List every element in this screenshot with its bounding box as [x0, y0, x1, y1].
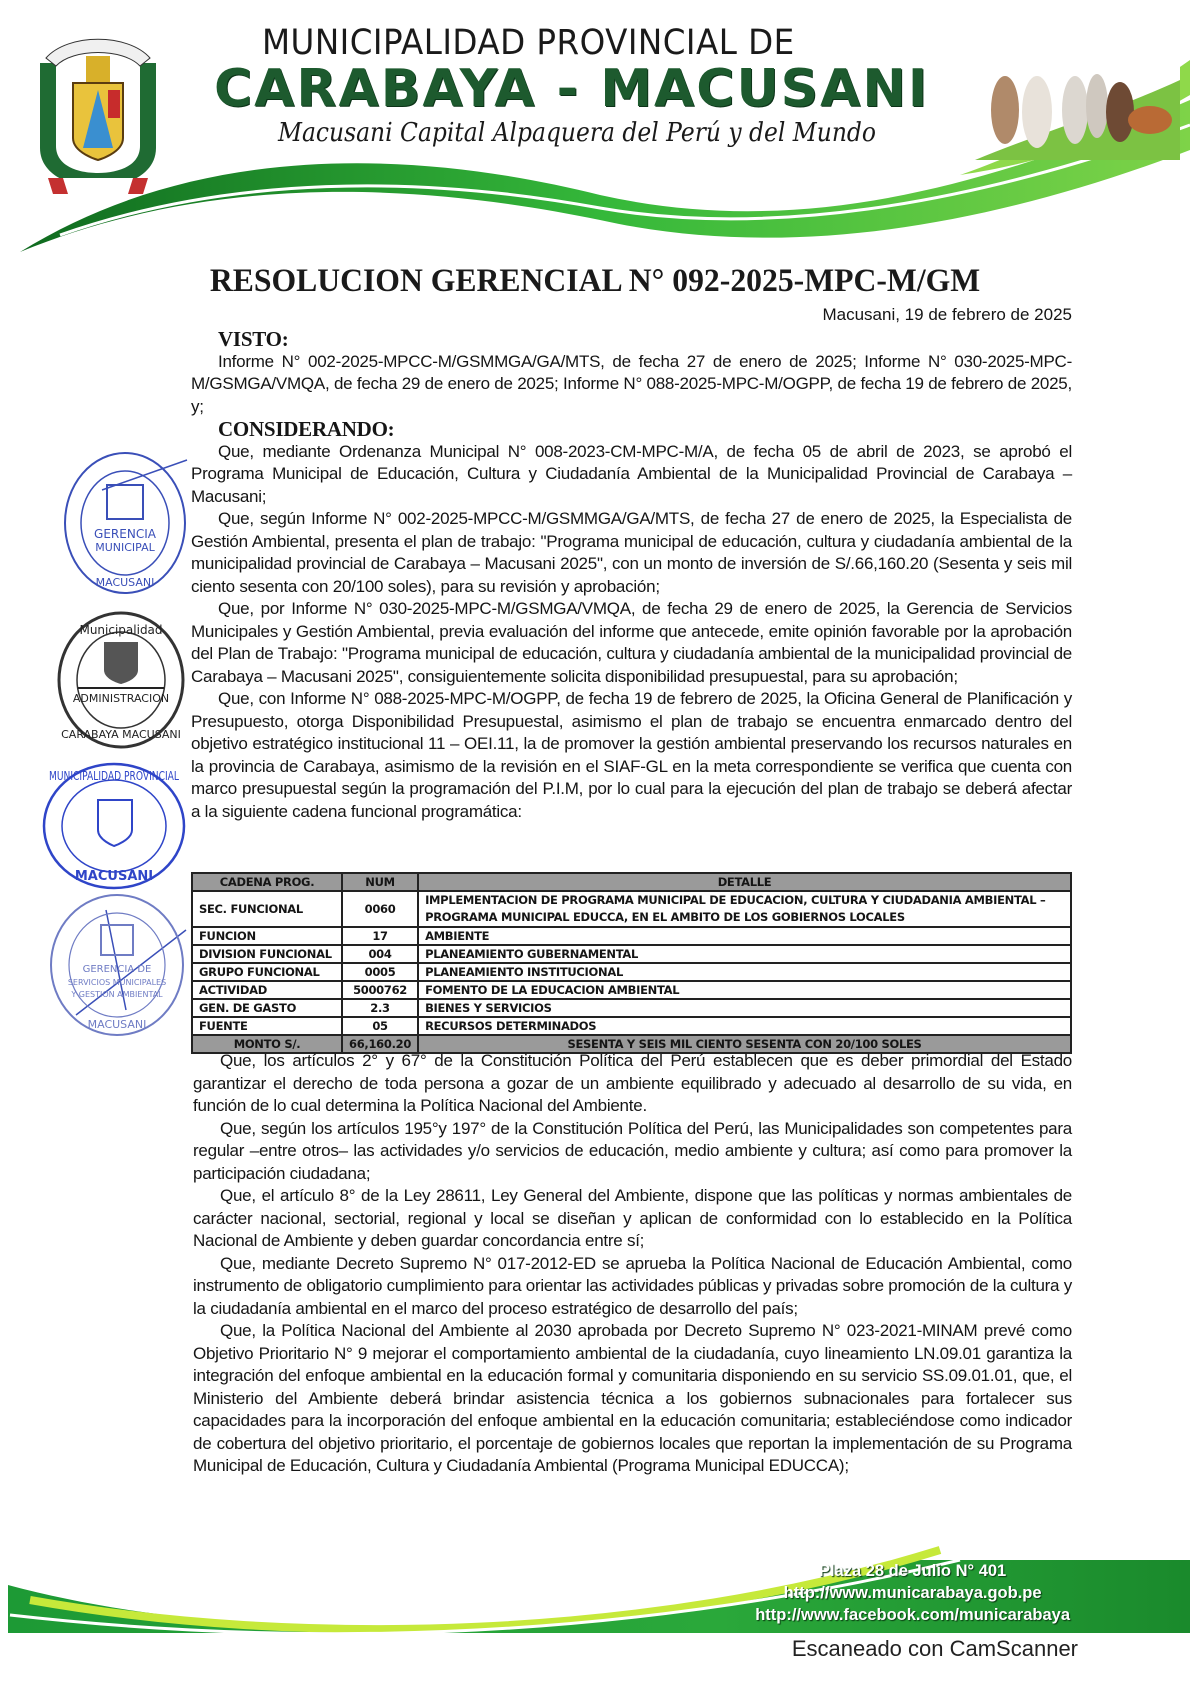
svg-text:MACUSANI: MACUSANI	[87, 1018, 147, 1031]
svg-text:Municipalidad: Municipalidad	[79, 623, 163, 637]
table-cell: IMPLEMENTACION DE PROGRAMA MUNICIPAL DE EDUCACION, CULTURA Y CIUDADANIA AMBIENTAL – PROGRAMA MUNICIPAL EDUCCA, EN EL AMBITO DE LOS GOBIERNOS LOCALES	[418, 891, 1071, 927]
stamp-gsmga	[46, 890, 188, 1040]
svg-text:MUNICIPALIDAD PROVINCIAL: MUNICIPALIDAD PROVINCIAL	[49, 769, 180, 783]
table-row	[192, 891, 1071, 927]
footer-website-link[interactable]: http://www.municarabaya.gob.pe	[783, 1584, 1042, 1602]
total-label: MONTO S/.	[192, 1035, 342, 1053]
table-cell: BIENES Y SERVICIOS	[418, 999, 1071, 1017]
svg-text:GERENCIA: GERENCIA	[94, 527, 156, 541]
table-cell: 5000762	[342, 981, 418, 999]
document-body-bottom	[193, 1050, 1072, 1478]
resolution-title: RESOLUCION GERENCIAL N° 092-2025-MPC-M/GM	[209, 263, 981, 299]
table-row	[192, 981, 1071, 999]
header-line2: CARABAYA - MACUSANI	[214, 59, 930, 119]
paragraph: Que, según los artículos 195°y 197° de la Constitución Política del Perú, las Municipalidades son competentes para regular –entre otros– las actividades y/o servicios de educación, medio ambiente y cultura; así como para promover la participación ciudadana;	[193, 1118, 1072, 1183]
table-row	[192, 927, 1071, 945]
total-amount: 66,160.20	[342, 1035, 418, 1053]
paragraph: Que, la Política Nacional del Ambiente al 2030 aprobada por Decreto Supremo N° 023-2021-MINAM prevé como Objetivo Prioritario N° 9 mejorar el comportamiento ambiental de la ciudadanía, cuyo lineamiento LN.09.01 garantiza la integración del enfoque ambiental en la educación formal y comunitaria disponiendo en su servicio SS.09.01.01, que, el Ministerio del Ambiente deberá brindar asistencia técnica a los gobiernos subnacionales para fortalecer sus capacidades para la incorporación del enfoque ambiental en la educación comunitaria; estableciéndose como indicador de cobertura del objetivo prioritario, el porcentaje de gobiernos locales que reportan la implementación de su Programa Municipal de Educación, Cultura y Ciudadanía Ambiental (Programa Municipal EDUCCA);	[193, 1321, 1072, 1475]
table-row	[192, 1017, 1071, 1035]
paragraph: Que, por Informe N° 030-2025-MPC-M/GSMGA/VMQA, de fecha 29 de enero de 2025, la Gerencia de Servicios Municipales y Gestión Ambiental, previa evaluación del informe que antecede, emite opinión favorable por la aprobación del Plan de Trabajo: "Programa municipal de educación, cultura y ciudadanía ambiental de la municipalidad provincial de Carabaya – Macusani 2025", consiguientemente solicita disponibilidad presupuestal, para su aprobación;	[191, 599, 1072, 686]
svg-text:ADMINISTRACION: ADMINISTRACION	[72, 692, 170, 705]
footer-address: Plaza 28 de Julio N° 401	[818, 1562, 1007, 1580]
paragraph: Que, según Informe N° 002-2025-MPCC-M/GSMMGA/GA/MTS, de fecha 27 de enero de 2025, la Especialista de Gestión Ambiental, presenta el plan de trabajo: "Programa municipal de educación, cultura y ciudadanía ambiental de la municipalidad provincial de Carabaya – Macusani 2025", con un monto de inversión de S/.66,160.20 (Sesenta y seis mil ciento sesenta con 20/100 soles), para su revisión y aprobación;	[191, 509, 1072, 596]
table-cell: PLANEAMIENTO INSTITUCIONAL	[418, 963, 1071, 981]
scanner-watermark: Escaneado con CamScanner	[791, 1636, 1078, 1661]
column-header: NUM	[342, 873, 418, 891]
table-cell: 004	[342, 945, 418, 963]
table-cell: GRUPO FUNCIONAL	[192, 963, 342, 981]
visto-text: Informe N° 002-2025-MPCC-M/GSMMGA/GA/MTS, de fecha 27 de enero de 2025; Informe N° 030-2025-MPC-M/GSMGA/VMQA, de fecha 29 de enero de 2025; Informe N° 088-2025-MPC-M/OGPP, de fecha 19 de febrero de 2025, y;	[191, 351, 1072, 416]
svg-text:MACUSANI: MACUSANI	[95, 576, 155, 589]
table-cell: FOMENTO DE LA EDUCACION AMBIENTAL	[418, 981, 1071, 999]
svg-text:MUNICIPAL: MUNICIPAL	[95, 541, 155, 554]
table-cell: 05	[342, 1017, 418, 1035]
table-cell: 17	[342, 927, 418, 945]
footer-facebook-link[interactable]: http://www.facebook.com/municarabaya	[755, 1606, 1070, 1624]
table-cell: DIVISION FUNCIONAL	[192, 945, 342, 963]
paragraph: Que, mediante Decreto Supremo N° 017-2012-ED se aprueba la Política Nacional de Educación Ambiental, como instrumento de obligatorio cumplimiento para orientar las actividades públicas y privadas sobre promoción de la cultura y la ciudadanía ambiental en el marco del proceso estratégico de desarrollo del país;	[193, 1253, 1072, 1318]
considerando-heading: CONSIDERANDO:	[218, 417, 395, 441]
document-body-top	[191, 328, 1072, 823]
visto-heading: VISTO:	[218, 327, 289, 351]
footer-contact	[755, 1560, 1070, 1626]
table-cell: PLANEAMIENTO GUBERNAMENTAL	[418, 945, 1071, 963]
svg-text:GERENCIA DE: GERENCIA DE	[82, 964, 152, 975]
table-cell: 0060	[342, 891, 418, 927]
table-cell: GEN. DE GASTO	[192, 999, 342, 1017]
table-cell: AMBIENTE	[418, 927, 1071, 945]
svg-text:Y GESTION AMBIENTAL: Y GESTION AMBIENTAL	[71, 990, 163, 999]
table-cell: RECURSOS DETERMINADOS	[418, 1017, 1071, 1035]
table-row	[192, 999, 1071, 1017]
table-cell: SEC. FUNCIONAL	[192, 891, 342, 927]
stamp-administracion	[56, 610, 186, 750]
stamp-gerencia-municipal	[62, 450, 188, 596]
header-slogan: Macusani Capital Alpaquera del Perú y del Mundo	[278, 118, 876, 148]
alpacas-image	[975, 40, 1180, 160]
column-header: DETALLE	[418, 873, 1071, 891]
paragraph: Que, los artículos 2° y 67° de la Constitución Política del Perú establecen que es deber primordial del Estado garantizar el derecho de toda persona a gozar de un ambiente equilibrado y adecuado al desarrollo de su vida, en función de lo cual determina la Política Nacional del Ambiente.	[193, 1051, 1072, 1115]
svg-text:MACUSANI: MACUSANI	[74, 869, 154, 884]
cadena-funcional-table	[191, 872, 1072, 1054]
table-cell: 0005	[342, 963, 418, 981]
svg-text:SERVICIOS MUNICIPALES: SERVICIOS MUNICIPALES	[67, 978, 167, 987]
svg-text:CARABAYA MACUSANI: CARABAYA MACUSANI	[61, 728, 181, 741]
table-row	[192, 963, 1071, 981]
paragraph: Que, con Informe N° 088-2025-MPC-M/OGPP, de fecha 19 de febrero de 2025, la Oficina General de Planificación y Presupuesto, otorga Disponibilidad Presupuestal, asimismo el plan de trabajo se encuentra enmarcado dentro del objetivo estratégico institucional 11 – OEI.11, la de promover la gestión ambiental preservando los recursos naturales en la provincia de Carabaya, asimismo de la revisión en el SIAF-GL en la meta correspondiente se verifica que cuenta con marco presupuestal según la programación del P.I.M, por lo cual para la ejecución del plan de trabajo se deberá afectar a la siguiente cadena funcional programática:	[191, 689, 1072, 821]
resolution-date: Macusani, 19 de febrero de 2025	[822, 305, 1072, 324]
table-cell: ACTIVIDAD	[192, 981, 342, 999]
total-amount-words: SESENTA Y SEIS MIL CIENTO SESENTA CON 20/100 SOLES	[418, 1035, 1071, 1053]
table-cell: 2.3	[342, 999, 418, 1017]
paragraph: Que, el artículo 8° de la Ley 28611, Ley General del Ambiente, dispone que las políticas y normas ambientales de carácter nacional, sectorial, regional y local se diseñan y aplican de conformidad con lo establecido en la Política Nacional de Ambiente y deben guardar concordancia entre sí;	[193, 1186, 1072, 1250]
table-cell: FUNCION	[192, 927, 342, 945]
header-line1: MUNICIPALIDAD PROVINCIAL DE	[262, 23, 795, 63]
cadena-funcional-table-wrap	[191, 872, 1072, 1054]
stamp-ogpp	[40, 760, 188, 892]
coat-of-arms-logo	[28, 28, 168, 198]
paragraph: Que, mediante Ordenanza Municipal N° 008-2023-CM-MPC-M/A, de fecha 05 de abril de 2023, se aprobó el Programa Municipal de Educación, Cultura y Ciudadanía Ambiental de la Municipalidad Provincial de Carabaya – Macusani;	[191, 441, 1072, 506]
table-row	[192, 945, 1071, 963]
table-cell: FUENTE	[192, 1017, 342, 1035]
column-header: CADENA PROG.	[192, 873, 342, 891]
table-header-row	[192, 873, 1071, 891]
